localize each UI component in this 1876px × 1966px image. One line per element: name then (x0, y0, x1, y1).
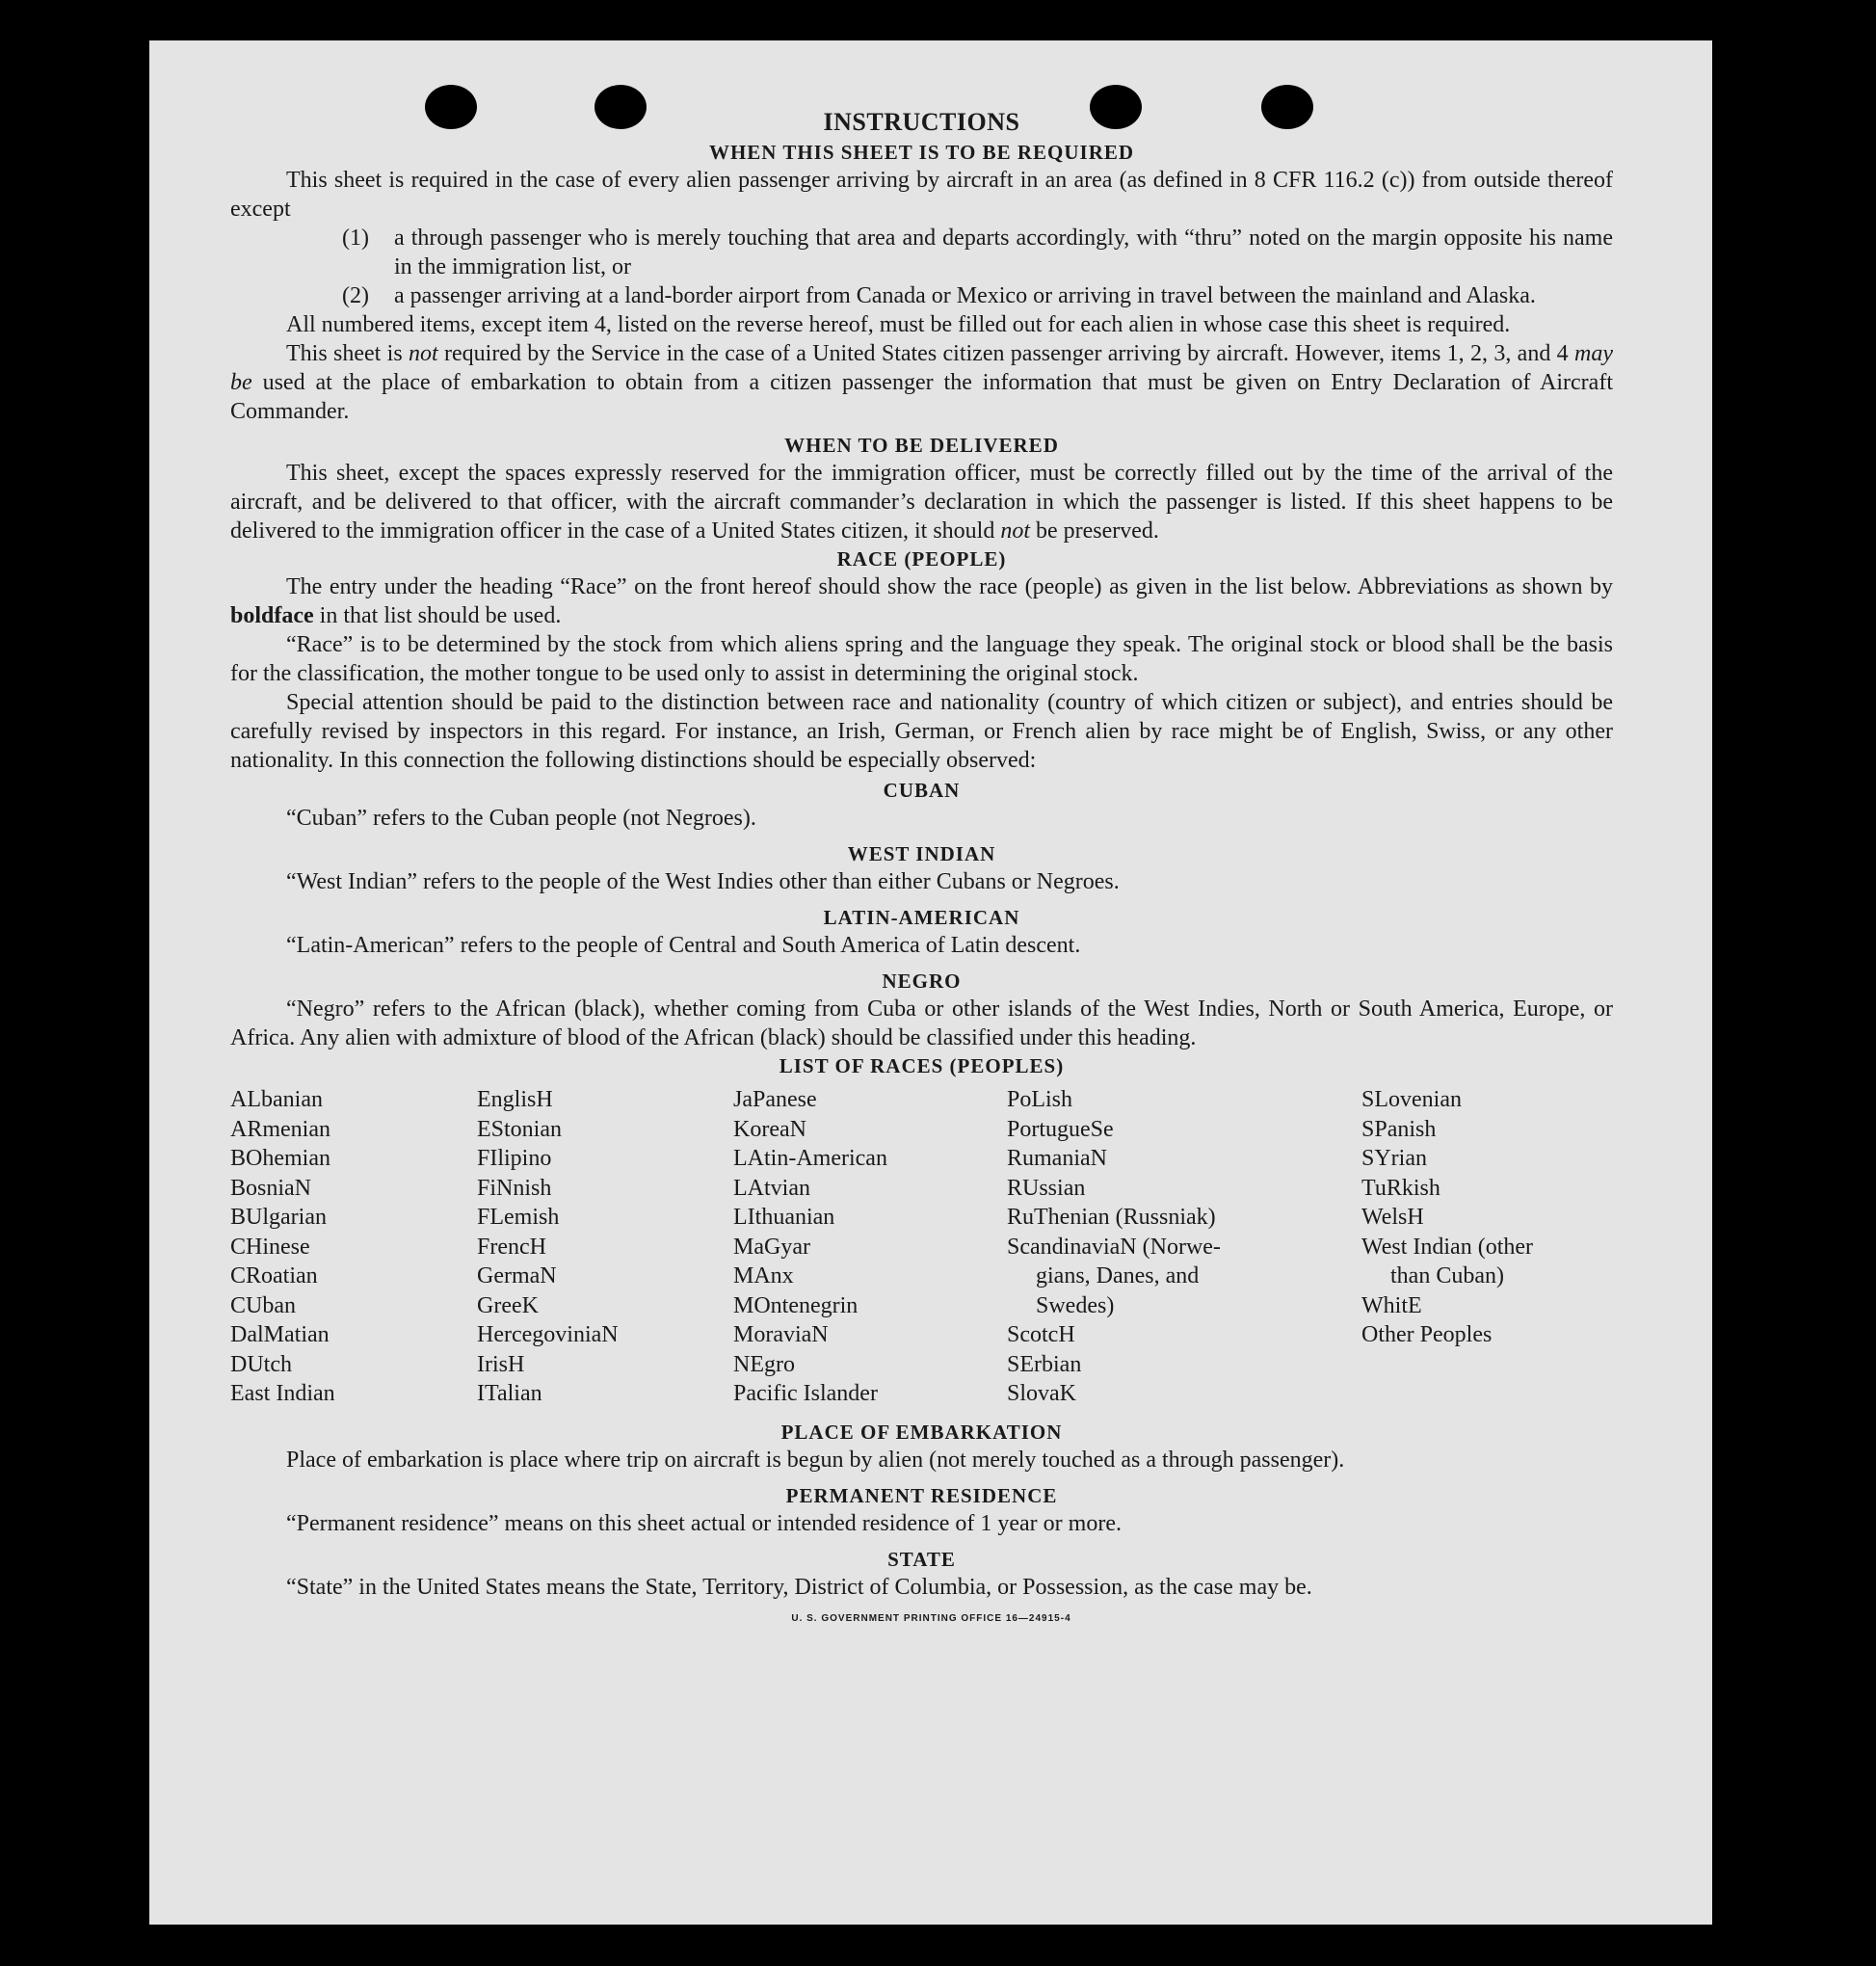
race-column (1361, 1085, 1613, 1409)
list-item: WelsH (1361, 1205, 1424, 1230)
list-item: KoreaN (733, 1116, 806, 1142)
list-item: PoLish (1007, 1087, 1073, 1112)
list-item: CHinese (230, 1234, 310, 1260)
list-item: DUtch (230, 1351, 292, 1377)
document-sheet (149, 40, 1712, 1925)
paragraph-distinction: Special attention should be paid to the distinction between race and nationality (country of which citizen or subject), and entries should be carefully revised by inspectors in this regard. For instance, an Irish, German, or French alien by race might be of English, Swiss, or any other nationality. In this connection the following distinctions should be especially observed: (230, 690, 1613, 773)
race-column (477, 1085, 733, 1409)
list-item: MaGyar (733, 1234, 810, 1260)
heading-state: STATE (887, 1547, 956, 1571)
paragraph-race-determined: “Race” is to be determined by the stock from which aliens spring and the language they speak. The original stock or blood shall be the basis for the classification, the mother tongue to be used only to assist in determining the original stock. (230, 632, 1613, 686)
list-item: BUlgarian (230, 1205, 327, 1230)
list-item: East Indian (230, 1381, 335, 1406)
exception-item (342, 281, 1613, 310)
heading-when-required: WHEN THIS SHEET IS TO BE REQUIRED (708, 141, 1135, 164)
list-item: SErbian (1007, 1351, 1082, 1377)
paragraph-negro: “Negro” refers to the African (black), whether coming from Cuba or other islands of the West Indies, North or South America, Europe, or Africa. Any alien with admixture of blood of the African (black) should be classified under this heading. (230, 996, 1613, 1050)
list-item: FrencH (477, 1234, 546, 1260)
list-item: EnglisH (477, 1087, 553, 1112)
list-item: CRoatian (230, 1263, 318, 1289)
paragraph-embarkation: Place of embarkation is place where trip on aircraft is begun by alien (not merely touched as a through passenger). (286, 1447, 1345, 1473)
paragraph-race-entry: The entry under the heading “Race” on the front hereof should show the race (people) as given in the list below. Abbreviations as shown by boldface in that list should be used. (230, 574, 1613, 628)
list-item: CUban (230, 1292, 296, 1318)
list-item: HercegoviniaN (477, 1322, 619, 1347)
list-item: Pacific Islander (733, 1381, 878, 1406)
list-item: ScotcH (1007, 1322, 1075, 1347)
heading-latin-american: LATIN-AMERICAN (823, 906, 1020, 929)
list-item: FiNnish (477, 1175, 552, 1201)
instructions-content (230, 108, 1613, 1624)
paragraph-delivered: This sheet, except the spaces expressly reserved for the immigration officer, must be correctly filled out by the time of the arrival of the aircraft, and be delivered to that officer, with the aircraft commander’s declaration in which the passenger is listed. If this sheet happens to be delivered to the immigration officer in the case of a United States citizen, it should not be preserved. (230, 461, 1613, 544)
list-item: FIlipino (477, 1146, 552, 1171)
printing-office-footer: U. S. GOVERNMENT PRINTING OFFICE 16—24915-4 (791, 1612, 1071, 1624)
paragraph-numbered-items: All numbered items, except item 4, listed on the reverse hereof, must be filled out for each alien in whose case this sheet is required. (286, 312, 1511, 337)
list-item: ScandinaviaN (Norwe- (1007, 1234, 1221, 1260)
list-item: LAtvian (733, 1175, 810, 1201)
heading-west-indian: WEST INDIAN (847, 842, 996, 865)
list-item: MOntenegrin (733, 1292, 859, 1318)
list-item: ITalian (477, 1381, 542, 1406)
list-item: GermaN (477, 1263, 557, 1289)
exception-item (342, 224, 1613, 281)
heading-cuban: CUBAN (883, 779, 961, 802)
item-number: (1) (342, 226, 369, 251)
paragraph-citizen: This sheet is not required by the Service in the case of a United States citizen passenger arriving by aircraft. However, items 1, 2, 3, and 4 may be used at the place of embarkation to obtain from a citizen passenger the information that must be given on Entry Declaration of Aircraft Commander. (230, 341, 1613, 424)
race-list (230, 1085, 1613, 1409)
list-item: NEgro (733, 1351, 795, 1377)
heading-race: RACE (PEOPLE) (836, 547, 1007, 571)
list-item: RUssian (1007, 1175, 1086, 1201)
list-item: MoraviaN (733, 1322, 829, 1347)
race-column (230, 1085, 477, 1409)
paragraph-residence: “Permanent residence” means on this sheet actual or intended residence of 1 year or more. (286, 1510, 1122, 1536)
list-item: SYrian (1361, 1146, 1427, 1171)
list-item: BosniaN (230, 1175, 311, 1201)
list-item: ALbanian (230, 1087, 323, 1112)
list-item: LIthuanian (733, 1205, 835, 1230)
heading-list-of-races: LIST OF RACES (PEOPLES) (779, 1054, 1065, 1077)
heading-permanent-residence: PERMANENT RESIDENCE (785, 1483, 1058, 1507)
list-item: BOhemian (230, 1146, 330, 1171)
item-number: (2) (342, 283, 369, 308)
list-item: RuThenian (Russniak) (1007, 1205, 1216, 1230)
list-item: SlovaK (1007, 1381, 1076, 1406)
paragraph-west-indian: “West Indian” refers to the people of the West Indies other than either Cubans or Negroes. (286, 869, 1120, 894)
list-item: LAtin-American (733, 1146, 887, 1171)
list-item: gians, Danes, and (1036, 1263, 1200, 1289)
item-text: a passenger arriving at a land-border airport from Canada or Mexico or arriving in travel between the mainland and Alaska. (394, 283, 1536, 308)
race-column (1007, 1085, 1361, 1409)
list-item: GreeK (477, 1292, 539, 1318)
list-item: JaPanese (733, 1087, 817, 1112)
item-text: a through passenger who is merely touching that area and departs accordingly, with “thru” noted on the margin opposite his name in the immigration list, or (394, 226, 1613, 279)
heading-place-of-embarkation: PLACE OF EMBARKATION (780, 1420, 1063, 1444)
list-item: West Indian (other (1361, 1234, 1534, 1260)
list-item: ARmenian (230, 1116, 330, 1142)
list-item: FLemish (477, 1205, 560, 1230)
paragraph-state: “State” in the United States means the State, Territory, District of Columbia, or Possession, as the case may be. (286, 1574, 1312, 1600)
race-column (733, 1085, 1007, 1409)
list-item: PortugueSe (1007, 1116, 1114, 1142)
list-item: IrisH (477, 1351, 525, 1377)
heading-negro: NEGRO (882, 970, 962, 993)
list-item: TuRkish (1361, 1175, 1440, 1201)
list-item: RumaniaN (1007, 1146, 1107, 1171)
list-item: Other Peoples (1361, 1322, 1493, 1347)
paragraph-latin-american: “Latin-American” refers to the people of Central and South America of Latin descent. (286, 933, 1081, 958)
paragraph-required: This sheet is required in the case of every alien passenger arriving by aircraft in an area (as defined in 8 CFR 116.2 (c)) from outside thereof except (230, 168, 1613, 222)
list-item: than Cuban) (1390, 1263, 1504, 1289)
list-item: DalMatian (230, 1322, 330, 1347)
list-item: EStonian (477, 1116, 562, 1142)
page-title: INSTRUCTIONS (823, 108, 1020, 136)
list-item: SLovenian (1361, 1087, 1462, 1112)
list-item: WhitE (1361, 1292, 1422, 1318)
list-item: SPanish (1361, 1116, 1437, 1142)
heading-when-delivered: WHEN TO BE DELIVERED (784, 434, 1059, 457)
list-item: Swedes) (1036, 1292, 1115, 1318)
paragraph-cuban: “Cuban” refers to the Cuban people (not Negroes). (286, 806, 756, 831)
list-item: MAnx (733, 1263, 794, 1289)
